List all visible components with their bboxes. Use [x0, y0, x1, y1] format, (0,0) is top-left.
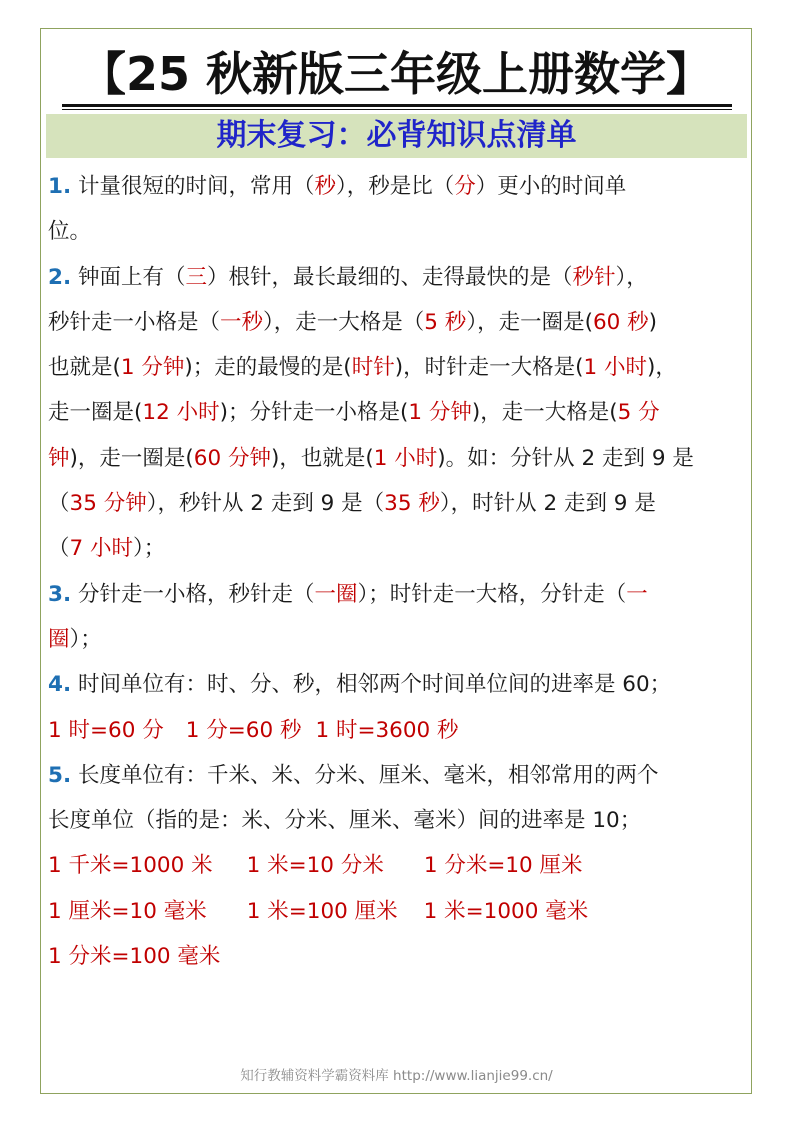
- title-underline-thin: [62, 109, 732, 110]
- conversion: 1 米=1000 毫米: [423, 898, 589, 924]
- list-item-line: 长度单位（指的是：米、分米、厘米、毫米）间的进率是 10；: [48, 808, 642, 834]
- knowledge-list: [48, 164, 748, 979]
- conversion: 1 米=10 分米: [246, 853, 384, 879]
- conversion: 1 厘米=10 毫米: [48, 898, 207, 924]
- list-item-line: 5. 长度单位有：千米、米、分米、厘米、毫米，相邻常用的两个: [48, 762, 659, 788]
- item-number: 4.: [48, 672, 72, 698]
- list-item-line: 位。: [48, 219, 92, 245]
- conversion: 1 分米=10 厘米: [423, 853, 583, 879]
- list-item-line: [48, 934, 748, 979]
- answer: 钟: [48, 445, 70, 471]
- list-item-line: 2. 钟面上有（三）根针，最长最细的、走得最快的是（秒针），: [48, 264, 648, 290]
- answer: 分: [454, 174, 476, 199]
- answer: 35 分钟: [69, 491, 147, 517]
- list-item-line: 走一圈是(12 小时)；分针走一小格是(1 分钟)，走一大格是(5 分: [48, 400, 660, 426]
- answer: 秒: [314, 174, 336, 199]
- list-item-line: 1. 计量很短的时间，常用（秒），秒是比（分）更小的时间单: [48, 174, 627, 199]
- answer: 时针: [351, 355, 395, 381]
- answer: 三: [185, 264, 207, 290]
- answer: 秒针: [572, 264, 616, 290]
- conversion: 1 时=60 分: [48, 717, 164, 743]
- list-item-line: 也就是(1 分钟)；走的最慢的是(时针)，时针走一大格是(1 小时)，: [48, 355, 677, 381]
- answer: 一秒: [220, 309, 264, 335]
- list-item-line: （35 分钟），秒针从 2 走到 9 是（35 秒），时针从 2 走到 9 是: [48, 491, 656, 517]
- answer: 60 秒: [592, 309, 649, 335]
- answer: 1 分钟: [408, 400, 472, 426]
- item-number: 1.: [48, 174, 72, 199]
- item-number: 5.: [48, 762, 72, 788]
- answer: 1 小时: [583, 355, 647, 381]
- subtitle: 期末复习：必背知识点清单: [216, 118, 577, 153]
- footer-source: 知行教辅资料学霸资料库 http://www.lianjie99.cn/: [240, 1068, 553, 1084]
- answer: 一: [626, 581, 648, 607]
- conversion: 1 千米=1000 米: [48, 853, 213, 879]
- conversion: 1 时=3600 秒: [315, 717, 459, 743]
- answer: 12 小时: [142, 400, 220, 426]
- list-item-line: 钟)，走一圈是(60 分钟)，也就是(1 小时)。如：分针从 2 走到 9 是: [48, 445, 694, 471]
- answer: 5 分: [617, 400, 660, 426]
- list-item-line: 秒针走一小格是（一秒），走一大格是（5 秒），走一圈是(60 秒): [48, 309, 658, 335]
- answer: 圈: [48, 626, 70, 652]
- answer: 1 分钟: [120, 355, 185, 381]
- answer: 1 小时: [373, 445, 438, 471]
- title-underline: [62, 104, 732, 107]
- list-item-line: （7 小时）；: [48, 536, 166, 562]
- list-item-line: [48, 889, 748, 934]
- conversion: 1 分=60 秒: [185, 717, 302, 743]
- item-number: 3.: [48, 581, 72, 607]
- conversion: 1 分米=100 毫米: [48, 944, 221, 970]
- answer: 60 分钟: [193, 445, 271, 471]
- page-title: 【25 秋新版三年级上册数学】: [79, 47, 713, 101]
- conversion: 1 米=100 厘米: [246, 898, 398, 924]
- list-item-line: 圈）；: [48, 626, 102, 652]
- answer: 一圈: [314, 581, 358, 607]
- list-item-line: 3. 分针走一小格，秒针走（一圈）；时针走一大格，分针走（一: [48, 581, 648, 607]
- list-item-line: [48, 843, 748, 888]
- answer: 35 秒: [384, 491, 440, 517]
- item-number: 2.: [48, 264, 72, 290]
- answer: 5 秒: [424, 309, 467, 335]
- list-item-line: [48, 708, 748, 753]
- list-item-line: 4. 时间单位有：时、分、秒，相邻两个时间单位间的进率是 60；: [48, 672, 672, 698]
- answer: 7 小时: [69, 536, 134, 562]
